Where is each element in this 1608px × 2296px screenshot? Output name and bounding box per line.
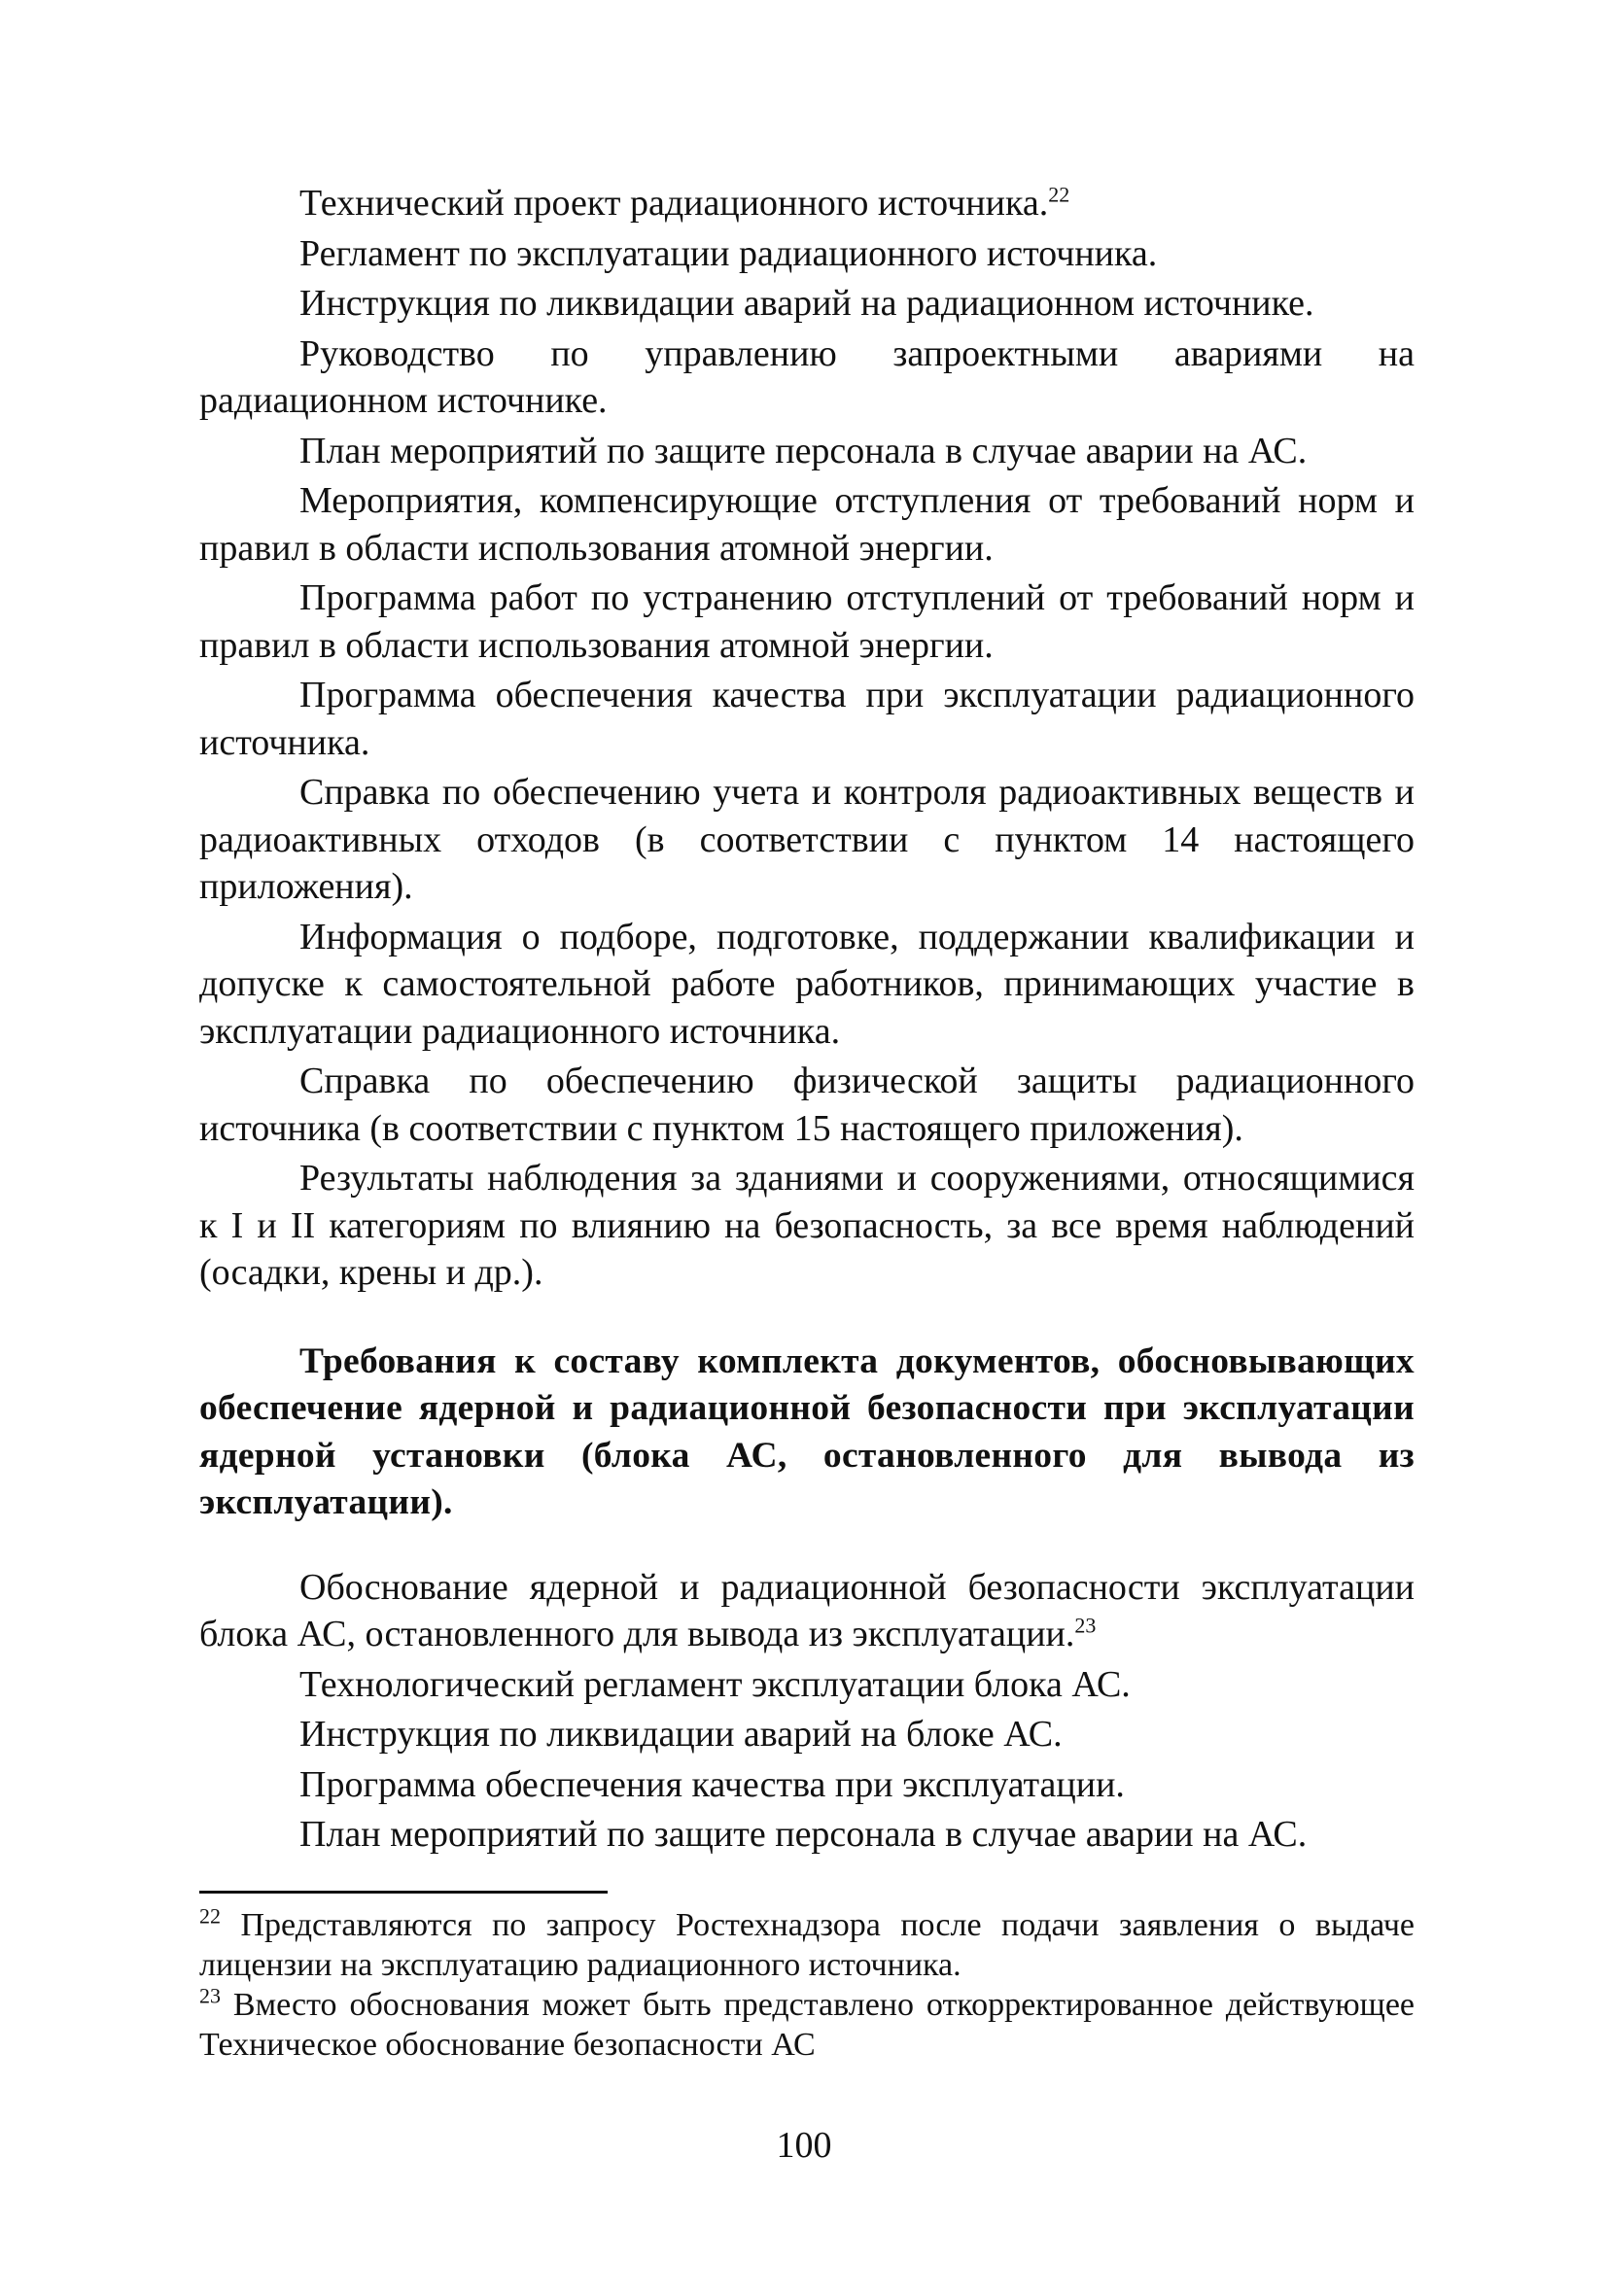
- footnote-text: Представляются по запросу Ростехнадзора после подачи заявления о выдаче лицензии на эксплуатацию радиационного источника.: [199, 1907, 1416, 1983]
- paragraph-quality-program: Программа обеспечения качества при эксплуатации радиационного источника.: [199, 675, 1415, 763]
- paragraph-observation-results: Результаты наблюдения за зданиями и сооружениями, относящимися к I и II категориям по влиянию на безопасность, за все время наблюдений (осадки, крены и др.).: [199, 1158, 1415, 1293]
- document-body: [199, 180, 1415, 1861]
- paragraph-unit-protection-plan: План мероприятий по защите персонала в случае аварии на АС.: [299, 1814, 1308, 1855]
- footnotes: [199, 1905, 1415, 2065]
- paragraph-compensating-measures: Мероприятия, компенсирующие отступления от требований норм и правил в области использования атомной энергии.: [199, 480, 1415, 569]
- footnote-22: [199, 1905, 1415, 1985]
- paragraph-accident-instructions: Инструкция по ликвидации аварий на радиационном источнике.: [299, 283, 1314, 324]
- section-heading: Требования к составу комплекта документов, обосновывающих обеспечение ядерной и радиационной безопасности при эксплуатации ядерной установки (блока АС, остановленного для вывода из эксплуатации).: [199, 1340, 1415, 1522]
- footnote-text: Вместо обоснования может быть представлено откорректированное действующее Техническое обоснование безопасности АС: [199, 1987, 1416, 2063]
- paragraph-protection-plan: План мероприятий по защите персонала в случае аварии на АС.: [299, 430, 1308, 471]
- footnote-ref-22: 22: [1048, 182, 1070, 207]
- footnote-separator: [199, 1891, 608, 1894]
- footnote-23: [199, 1985, 1415, 2065]
- paragraph-safety-justification: [199, 1564, 1415, 1658]
- paragraph-technological-regulations: Технологический регламент эксплуатации блока АС.: [299, 1663, 1131, 1705]
- paragraph-personnel-info: Информация о подборе, подготовке, поддержании квалификации и допуске к самостоятельной работе работников, принимающих участие в эксплуатации радиационного источника.: [199, 916, 1415, 1052]
- page-number: 100: [776, 2125, 832, 2166]
- paragraph-text: Обоснование ядерной и радиационной безопасности эксплуатации блока АС, остановленного для вывода из эксплуатации.: [199, 1566, 1415, 1654]
- paragraph-unit-accident-instructions: Инструкция по ликвидации аварий на блоке АС.: [299, 1714, 1063, 1755]
- paragraph-beyond-design-guide: Руководство по управлению запроектными авариями на радиационном источнике.: [199, 332, 1415, 421]
- paragraph-accounting-reference: Справка по обеспечению учета и контроля радиоактивных веществ и радиоактивных отходов (в соответствии с пунктом 14 настоящего приложения).: [199, 772, 1415, 907]
- paragraph-regulations: Регламент по эксплуатации радиационного источника.: [299, 232, 1158, 274]
- paragraph-technical-project: [199, 180, 1415, 227]
- footnote-number: 23: [199, 1983, 221, 2008]
- paragraph-physical-protection: Справка по обеспечению физической защиты радиационного источника (в соответствии с пунктом 15 настоящего приложения).: [199, 1061, 1415, 1149]
- paragraph-text: Технический проект радиационного источника.: [299, 183, 1049, 224]
- footnote-number: 22: [199, 1903, 221, 1929]
- footnote-ref-23: 23: [1074, 1613, 1097, 1638]
- paragraph-deviation-program: Программа работ по устранению отступлений от требований норм и правил в области использования атомной энергии.: [199, 577, 1415, 666]
- paragraph-operation-quality-program: Программа обеспечения качества при эксплуатации.: [299, 1763, 1125, 1805]
